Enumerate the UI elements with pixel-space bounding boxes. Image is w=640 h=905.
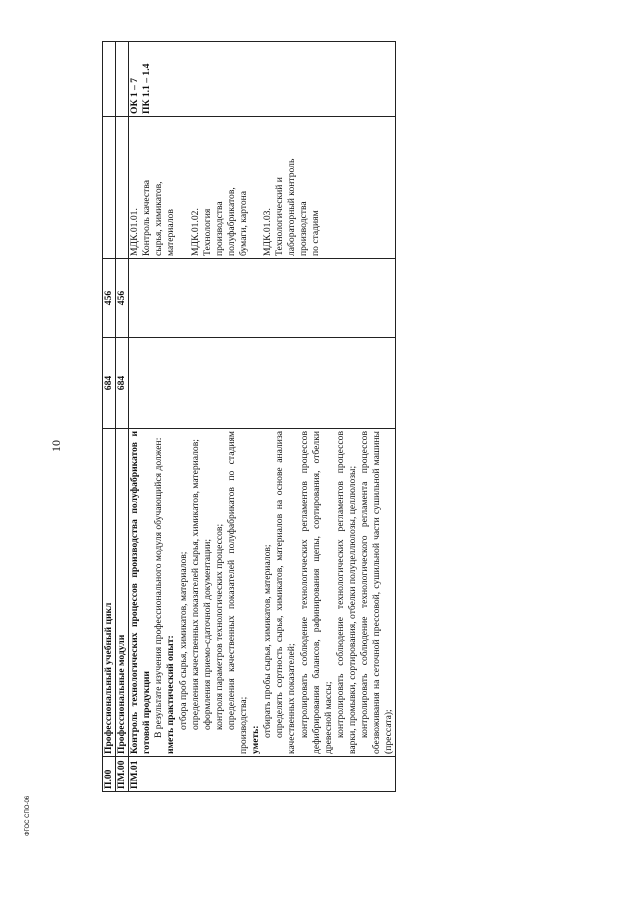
row-code: ПМ.00	[116, 757, 129, 792]
row-max-hours: 684	[103, 338, 116, 429]
pm01-max-hours	[129, 338, 396, 429]
row-hours: 456	[103, 259, 116, 338]
skill-item: контролировать соблюдение технологических регламентов процессов дефибрирования балансов, рафинирования щепы, сортирования, отбелки древесной массы;	[298, 431, 334, 754]
skill-item: контролировать соблюдение технологического регламента процессов обезвоживания на сеточной прессовой, сушильной части сушильной машины (прессата);	[358, 431, 395, 754]
row-mdk	[103, 117, 116, 259]
row-max-hours: 684	[116, 338, 129, 429]
mdk-name-line: производства	[298, 201, 310, 256]
mdk-code: МДК.01.02.	[189, 208, 201, 256]
row-hours: 456	[116, 259, 129, 338]
row-competences	[103, 42, 116, 117]
competence-item: ОК 1 – 7	[129, 77, 141, 114]
experience-item: определения качественных показателей сырья, химикатов, материалов;	[189, 439, 201, 730]
mdk-item	[129, 119, 177, 256]
row-mdk	[116, 117, 129, 259]
mdk-code: МДК.01.01.	[129, 208, 141, 256]
row-code: П.00	[103, 757, 116, 792]
curriculum-table	[102, 41, 396, 792]
table-row	[116, 42, 129, 792]
skill-item: определять сортность сырья, химикатов, материалов на основе анализа качественных показателей;	[274, 431, 298, 754]
experience-heading: иметь практический опыт:	[165, 635, 177, 754]
pm01-code: ПМ.01	[129, 757, 396, 792]
mdk-name-line: сырья, химикатов,	[153, 181, 165, 256]
experience-item: отбора проб сырья, химикатов, материалов;	[177, 551, 189, 730]
pm01-title: Контроль технологических процессов производства полуфабрикатов и готовой продукции	[129, 431, 153, 754]
skill-item: отбирать пробы сырья, химикатов, материалов;	[262, 544, 274, 738]
rotated-page	[102, 42, 572, 792]
mdk-item	[190, 119, 250, 256]
table-row-pm01	[129, 42, 396, 792]
row-name: Профессиональный учебный цикл	[103, 429, 116, 757]
page-number: 10	[49, 440, 63, 452]
pm01-intro: В результате изучения профессионального модуля обучающийся должен:	[153, 437, 165, 738]
mdk-name-line: Технология	[201, 208, 213, 256]
mdk-name-line: Контроль качества	[141, 179, 153, 256]
experience-item: контроля параметров технологических процессов;	[213, 523, 225, 730]
mdk-name-line: бумаги, картона	[237, 190, 249, 256]
mdk-name-line: Технологический и	[274, 177, 286, 256]
table-row	[103, 42, 116, 792]
pm01-competences	[129, 42, 396, 117]
experience-item: определения качественных показателей полуфабрикатов по стадиям производства;	[225, 431, 250, 754]
mdk-name-line: лабораторный контроль	[286, 158, 298, 256]
pm01-mdk-list	[129, 117, 396, 259]
pm01-content	[129, 429, 396, 757]
row-name: Профессиональные модули	[116, 429, 129, 757]
experience-item: оформления приемо-сдаточной документации;	[201, 538, 213, 730]
footer-label: ФГОС СПО-06	[25, 795, 31, 836]
competence-item: ПК 1.1 – 1.4	[141, 63, 153, 114]
mdk-code: МДК.01.03.	[262, 208, 274, 256]
mdk-name-line: производства	[213, 201, 225, 256]
mdk-name-line: материалов	[165, 209, 177, 256]
mdk-name-line: полуфабрикатов,	[225, 187, 237, 256]
mdk-name-line: по стадиям	[310, 210, 322, 256]
skill-item: контролировать соблюдение технологических регламентов процессов варки, промывки, сортирования, отбелки полуцеллюлозы, целлюлозы;	[334, 431, 358, 754]
skills-heading: уметь:	[250, 725, 262, 754]
row-competences	[116, 42, 129, 117]
mdk-item	[262, 119, 322, 256]
pm01-hours	[129, 259, 396, 338]
